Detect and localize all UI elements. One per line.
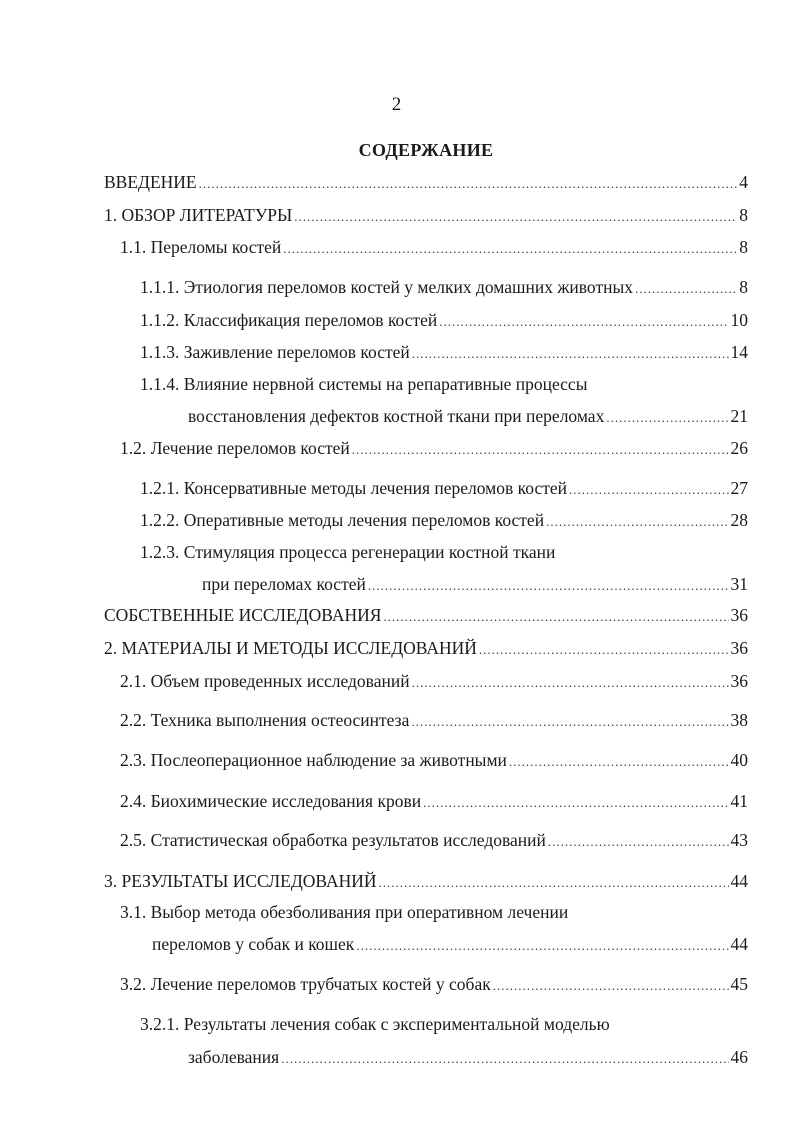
toc-entry-page: 31: [730, 574, 748, 594]
page-number: 2: [391, 94, 402, 115]
toc-entry-text: 1.2.1. Консервативные методы лечения переломов костей: [140, 478, 567, 498]
toc-leader-dots: [439, 314, 728, 330]
toc-leader-dots: [281, 1051, 728, 1067]
toc-leader-dots: [368, 578, 729, 594]
toc-entry-own-research: [104, 605, 748, 626]
toc-entry-page: 46: [730, 1047, 748, 1067]
toc-entry-text: 3.2. Лечение переломов трубчатых костей у собак: [120, 974, 491, 994]
toc-entry-1-2-1: [140, 478, 748, 499]
toc-entry-3-1: [152, 934, 748, 955]
toc-leader-dots: [356, 938, 728, 954]
toc-entry-page: 21: [730, 406, 748, 426]
toc-entry-2-1: [120, 671, 748, 692]
toc-entry-introduction: [104, 172, 748, 193]
toc-leader-dots: [412, 675, 729, 691]
toc-leader-dots: [294, 209, 737, 225]
toc-entry-text: 2.3. Послеоперационное наблюдение за животными: [120, 750, 507, 770]
toc-entry-page: 27: [730, 478, 748, 498]
toc-entry-page: 41: [730, 791, 748, 811]
toc-entry-text: переломов у собак и кошек: [152, 934, 355, 954]
toc-entry-3-2-1-line1: 3.2.1. Результаты лечения собак с экспериментальной моделью: [140, 1014, 610, 1034]
toc-entry-text: 1.1.2. Классификация переломов костей: [140, 310, 438, 330]
toc-entry-2-4: [120, 791, 748, 812]
toc-entry-page: 44: [730, 934, 748, 954]
toc-entry-1-1: [120, 237, 748, 258]
toc-entry-text: при переломах костей: [202, 574, 366, 594]
toc-entry-page: 36: [730, 605, 748, 625]
toc-entry-page: 44: [730, 871, 748, 891]
toc-entry-3-2: [120, 974, 748, 995]
toc-entry-text: 2.4. Биохимические исследования крови: [120, 791, 422, 811]
toc-entry-1-2-3-line1: 1.2.3. Стимуляция процесса регенерации костной ткани: [140, 542, 556, 562]
toc-entry-page: 14: [730, 342, 748, 362]
toc-entry-text: восстановления дефектов костной ткани при переломах: [188, 406, 605, 426]
toc-entry-page: 36: [730, 671, 748, 691]
toc-entry-page: 36: [730, 638, 748, 658]
toc-entry-2-5: [120, 830, 748, 851]
toc-entry-2-2: [120, 710, 748, 731]
toc-entry-page: 28: [730, 510, 748, 530]
toc-leader-dots: [635, 281, 737, 297]
toc-entry-1-1-1: [140, 277, 748, 298]
toc-entry-text: 3. РЕЗУЛЬТАТЫ ИССЛЕДОВАНИЙ: [104, 871, 377, 891]
toc-leader-dots: [606, 410, 728, 426]
toc-entry-page: 40: [730, 750, 748, 770]
toc-entry-1-1-4-line1: 1.1.4. Влияние нервной системы на репаративные процессы: [140, 374, 588, 394]
toc-entry-text: 1.2.2. Оперативные методы лечения переломов костей: [140, 510, 545, 530]
toc-entry-text: 1. ОБЗОР ЛИТЕРАТУРЫ: [104, 205, 293, 225]
page-title: СОДЕРЖАНИЕ: [358, 140, 494, 160]
toc-entry-page: 8: [739, 277, 748, 297]
toc-entry-2: [104, 638, 748, 659]
toc-leader-dots: [412, 346, 729, 362]
toc-entry-page: 10: [730, 310, 748, 330]
toc-leader-dots: [283, 241, 737, 257]
toc-leader-dots: [509, 754, 729, 770]
toc-leader-dots: [493, 978, 729, 994]
toc-entry-3: [104, 871, 748, 892]
toc-entry-1-1-2: [140, 310, 748, 331]
toc-entry-page: 8: [739, 205, 748, 225]
toc-entry-text: 2.1. Объем проведенных исследований: [120, 671, 410, 691]
toc-entry-3-2-1: [188, 1047, 748, 1068]
toc-entry-text: 1.2. Лечение переломов костей: [120, 438, 350, 458]
toc-leader-dots: [199, 176, 738, 192]
toc-leader-dots: [548, 834, 729, 850]
toc-entry-text: 2.2. Техника выполнения остеосинтеза: [120, 710, 410, 730]
toc-leader-dots: [546, 514, 728, 530]
toc-entry-1-2-3: [202, 574, 748, 595]
toc-leader-dots: [479, 642, 729, 658]
toc-leader-dots: [383, 609, 728, 625]
toc-entry-text: ВВЕДЕНИЕ: [104, 172, 197, 192]
toc-leader-dots: [352, 442, 729, 458]
toc-leader-dots: [569, 482, 729, 498]
toc-entry-1-2: [120, 438, 748, 459]
toc-entry-1-2-2: [140, 510, 748, 531]
toc-entry-text: 2.5. Статистическая обработка результатов исследований: [120, 830, 546, 850]
toc-entry-1-1-4: [188, 406, 748, 427]
toc-entry-text: заболевания: [188, 1047, 280, 1067]
toc-entry-text: СОБСТВЕННЫЕ ИССЛЕДОВАНИЯ: [104, 605, 382, 625]
toc-entry-text: 1.1. Переломы костей: [120, 237, 282, 257]
toc-entry-3-1-line1: 3.1. Выбор метода обезболивания при оперативном лечении: [120, 902, 569, 922]
toc-entry-page: 43: [730, 830, 748, 850]
toc-entry-page: 26: [730, 438, 748, 458]
toc-entry-page: 45: [730, 974, 748, 994]
toc-entry-2-3: [120, 750, 748, 771]
toc-leader-dots: [379, 875, 729, 891]
toc-leader-dots: [411, 714, 728, 730]
toc-entry-page: 4: [739, 172, 748, 192]
toc-entry-page: 38: [730, 710, 748, 730]
toc-entry-text: 1.1.1. Этиология переломов костей у мелких домашних животных: [140, 277, 633, 297]
toc-entry-1: [104, 205, 748, 226]
toc-entry-text: 2. МАТЕРИАЛЫ И МЕТОДЫ ИССЛЕДОВАНИЙ: [104, 638, 477, 658]
toc-leader-dots: [423, 795, 728, 811]
toc-entry-text: 1.1.3. Заживление переломов костей: [140, 342, 410, 362]
toc-entry-1-1-3: [140, 342, 748, 363]
toc-entry-page: 8: [739, 237, 748, 257]
